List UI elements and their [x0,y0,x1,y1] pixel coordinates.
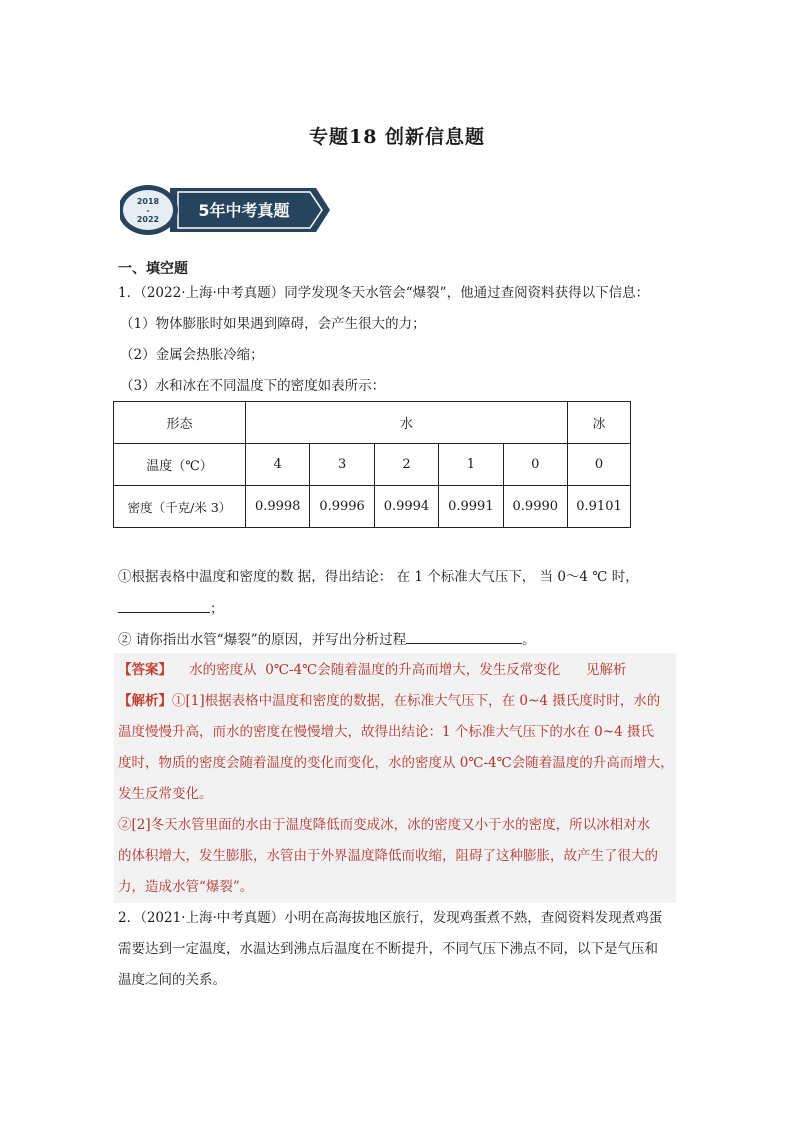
q1-info-3: （3）水和冰在不同温度下的密度如表所示： [120,378,386,394]
density-table [113,401,631,528]
q1-sub-1-end: ； [210,601,224,617]
q1-info-1: （1）物体膨胀时如果遇到障碍，会产生很大的力； [120,316,426,332]
table-cell: 0.9996 [310,486,374,528]
table-cell: 形态 [114,402,246,444]
q2-line-1: 2．（2021·上海·中考真题）小明在高海拔地区旅行，发现鸡蛋煮不熟，查阅资料发现煮鸡蛋 [118,910,663,926]
table-cell: 0.9991 [439,486,503,528]
table-cell: 2 [374,444,438,486]
banner-label: 5年中考真题 [198,201,290,220]
table-row [114,402,631,444]
table-cell: 温度（℃） [114,444,246,486]
banner-year-end: 2022 [136,215,160,224]
analysis-tag: 【解析】 [118,693,172,709]
table-cell: 水 [246,402,568,444]
exam-banner [120,180,330,240]
table-cell: 0 [503,444,567,486]
table-cell: 1 [439,444,503,486]
answer-blank [406,629,522,644]
analysis-line-7: 力，造成水管“爆裂”。 [118,879,254,895]
table-row [114,486,631,528]
q1-sub-1-answer-line [118,598,224,619]
analysis-line-5: ②[2]冬天水管里面的水由于温度降低而变成冰，冰的密度又小于水的密度，所以冰相对水 [118,817,651,833]
table-cell: 冰 [568,402,631,444]
table-cell: 0 [568,444,631,486]
analysis-line-6: 的体积增大，发生膨胀，水管由于外界温度降低而收缩，阻碍了这种膨胀，故产生了很大的 [118,848,658,864]
q2-line-3: 温度之间的关系。 [118,972,226,988]
q1-sub-2-line [118,629,536,650]
analysis-line-1 [118,691,660,711]
section-heading: 一、填空题 [118,261,188,277]
q1-sub-2: ② 请你指出水管“爆裂”的原因，并写出分析过程 [118,632,407,648]
answer-tag: 【答案】 [118,662,172,678]
banner-year-start: 2018 [136,197,160,206]
table-cell: 密度（千克/米 3） [114,486,246,528]
analysis-line-2: 温度慢慢升高，而水的密度在慢慢增大，故得出结论：1 个标准大气压下的水在 0~4 摄氏 [118,724,654,740]
analysis-line-4: 发生反常变化。 [118,786,213,802]
q2-line-2: 需要达到一定温度，水温达到沸点后温度在不断提升，不同气压下沸点不同，以下是气压和 [118,941,658,957]
table-cell: 0.9994 [374,486,438,528]
table-cell: 0.9990 [503,486,567,528]
table-cell: 0.9101 [568,486,631,528]
q1-info-2: （2）金属会热胀冷缩； [120,347,264,363]
table-row [114,444,631,486]
answer-line [118,660,626,680]
answer-blank [118,598,210,613]
q1-sub-2-end: 。 [522,632,536,648]
table-cell: 4 [246,444,310,486]
table-cell: 3 [310,444,374,486]
banner-year-dash: - [146,206,150,215]
analysis-text: ①[1]根据表格中温度和密度的数据，在标准大气压下，在 0~4 摄氏度时时，水的 [172,693,661,709]
table-cell: 0.9998 [246,486,310,528]
q1-stem: 1．（2022·上海·中考真题）同学发现冬天水管会“爆裂”，他通过查阅资料获得以下信息： [118,285,650,301]
answer-text: 水的密度从 0℃-4℃会随着温度的升高而增大，发生反常变化 见解析 [172,662,627,678]
analysis-line-3: 度时，物质的密度会随着温度的变化而变化，水的密度从 0℃-4℃会随着温度的升高而增大， [118,755,674,771]
q1-sub-1: ①根据表格中温度和密度的数 据，得出结论： 在 1 个标准大气压下， 当 0～4 ℃ 时， [118,569,639,585]
page-title: 专题18 创新信息题 [308,126,486,148]
